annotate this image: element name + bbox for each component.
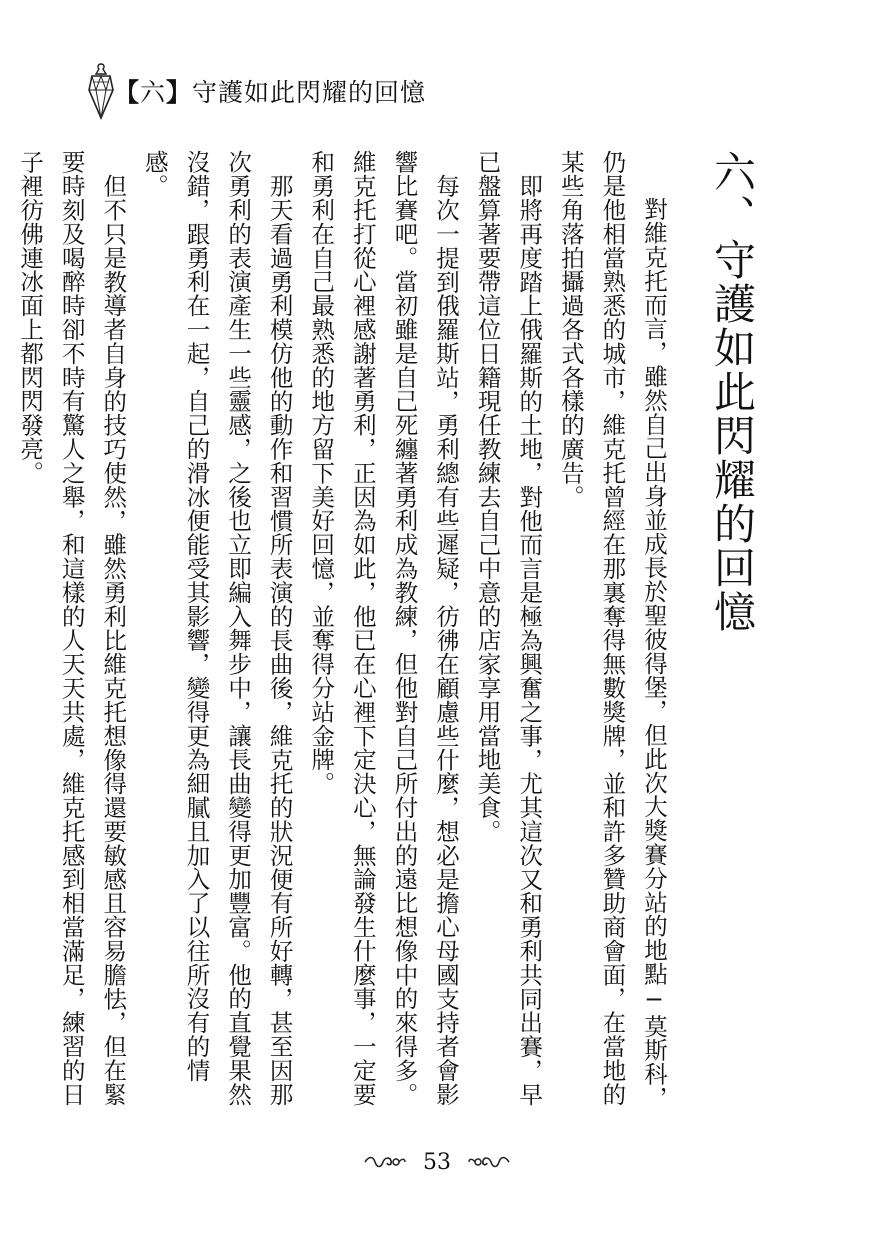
page-number: 53: [423, 1149, 451, 1175]
running-header: [84, 62, 427, 122]
running-header-text: [114, 78, 426, 108]
header-bracket-close: 】: [166, 78, 193, 107]
header-chapter-number: 六: [140, 78, 167, 107]
pendant-ornament-icon: [84, 62, 118, 120]
page-footer: [0, 1146, 874, 1178]
header-bracket-open: 【: [114, 78, 141, 107]
paragraph-4: 那天看過勇利模仿他的動作和習慣所表演的長曲後，維克托的狀況便有所好轉，甚至因那次勇利的表演產生一些靈感，之後也立即編入舞步中，讓長曲變得更加豐富。他的直覺果然沒錯，跟勇利在一起，自己的滑冰便能受其影響，變得更為細膩且加入了以往所沒有的情感。: [140, 150, 294, 1106]
paragraph-1: 對維克托而言，雖然自己出身並成長於聖彼得堡，但此次大獎賽分站的地點─莫斯科，仍是他相當熟悉的城市，維克托曾經在那裏奪得無數獎牌，並和許多贊助商會面，在當地的某些角落拍攝過各式各樣的廣告。: [556, 150, 668, 1110]
chapter-body: [9, 150, 755, 1110]
paragraph-2: 即將再度踏上俄羅斯的土地，對他而言是極為興奮之事，尤其這次又和勇利共同出賽，早已盤算著要帶這位日籍現任教練去自己中意的店家享用當地美食。: [473, 150, 544, 1106]
paragraph-3: 每次一提到俄羅斯站，勇利總有些遲疑，彷彿在顧慮些什麼，想必是擔心母國支持者會影響比賽吧。當初雖是自己死纏著勇利成為教練，但他對自己所付出的遠比想像中的來得多。維克托打從心裡感謝著勇利，正因為如此，他已在心裡下定決心，無論發生什麼事，一定要和勇利在自己最熟悉的地方留下美好回憶，並奪得分站金牌。: [307, 150, 461, 1106]
right-swirl-ornament-icon: [467, 1153, 511, 1171]
chapter-title: 六、守護如此閃耀的回憶: [708, 150, 757, 634]
paragraph-5: 但不只是教導者自身的技巧使然，雖然勇利比維克托想像得還要敏感且容易膽怯，但在緊要時刻及喝醉時卻不時有驚人之舉，和這樣的人天天共處，維克托感到相當滿足，練習的日子裡彷佛連冰面上都閃閃發亮。: [16, 150, 128, 1106]
left-swirl-ornament-icon: [363, 1153, 407, 1171]
header-chapter-title: 守護如此閃耀的回憶: [192, 78, 427, 107]
